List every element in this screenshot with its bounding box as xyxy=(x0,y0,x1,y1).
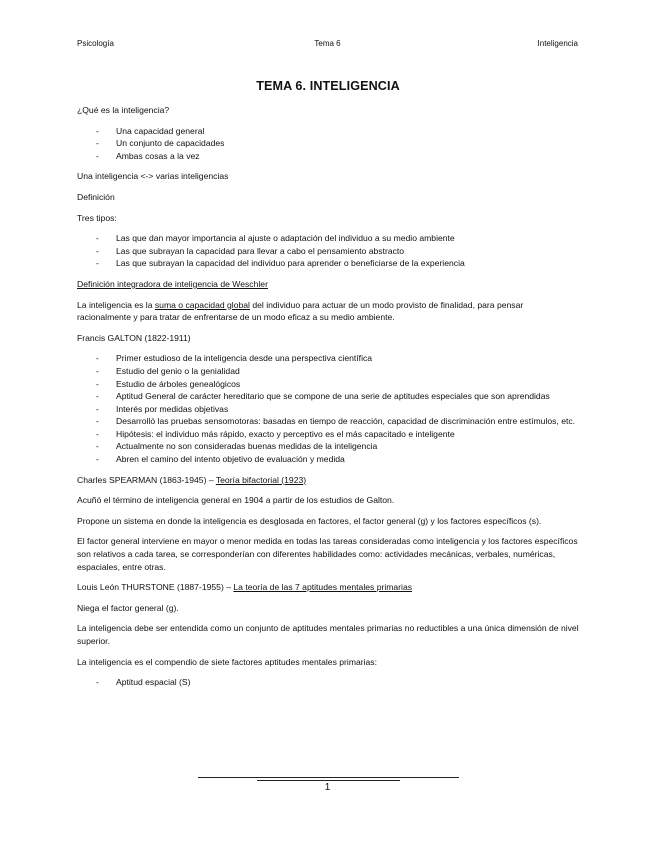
capacity-list xyxy=(77,125,579,163)
thurstone-heading xyxy=(77,581,579,594)
document-title: TEMA 6. INTELIGENCIA xyxy=(256,79,400,93)
list-item: - Aptitud espacial (S) xyxy=(77,676,579,689)
list-item: - Las que subrayan la capacidad del individuo para aprender o beneficiarse de la experiencia xyxy=(77,257,579,270)
spearman-paragraph: Acuñó el término de inteligencia general en 1904 a partir de los estudios de Galton. xyxy=(77,495,395,506)
wechsler-underlined-term: suma o capacidad global xyxy=(154,299,250,310)
list-item: - Primer estudioso de la inteligencia desde una perspectiva científica xyxy=(77,352,579,365)
list-item: - Estudio de árboles genealógicos xyxy=(77,378,579,391)
thurstone-theory: La teoría de las 7 aptitudes mentales primarias xyxy=(233,582,413,593)
spearman-name: Charles SPEARMAN (1863-1945) – xyxy=(77,474,216,485)
list-item: - Un conjunto de capacidades xyxy=(77,137,579,150)
header-topic: Tema 6 xyxy=(314,39,341,48)
thurstone-name: Louis León THURSTONE (1887-1955) – xyxy=(77,582,234,593)
thurstone-paragraph: Niega el factor general (g). xyxy=(77,602,179,613)
list-item: - Una capacidad general xyxy=(77,125,579,138)
wechsler-heading: Definición integradora de inteligencia de Weschler xyxy=(77,278,268,289)
footer-divider-inner xyxy=(257,780,400,781)
list-item: - Ambas cosas a la vez xyxy=(77,150,579,163)
wechsler-text-end: del individuo para actuar de un modo provisto de finalidad, para pensar racionalmente y para tratar de enfrentarse de un modo eficaz a su medio ambiente. xyxy=(77,299,524,323)
list-item: - Estudio del genio o la genialidad xyxy=(77,365,579,378)
list-item: - Las que subrayan la capacidad para llevar a cabo el pensamiento abstracto xyxy=(77,245,579,258)
definition-heading: Definición xyxy=(77,191,115,202)
spearman-paragraph: El factor general interviene en mayor o menor medida en todas las tareas consideradas como inteligencia y los factores específicos son relativos a cada tarea, se corresponderían con diferentes habilidades como: actividades mecánicas, verbales, numéricas, espaciales, entre otras. xyxy=(77,536,578,572)
galton-list xyxy=(77,352,579,465)
spearman-theory: Teoría bifactorial (1923) xyxy=(215,474,307,485)
three-types-heading: Tres tipos: xyxy=(77,212,117,223)
list-item: - Aptitud General de carácter hereditario que se compone de una serie de aptitudes especiales que son aprendidas xyxy=(77,390,579,403)
list-item: - Abren el camino del intento objetivo de evaluación y medida xyxy=(77,453,579,466)
list-item: - Interés por medidas objetivas xyxy=(77,403,579,416)
question-heading: ¿Qué es la inteligencia? xyxy=(77,105,170,115)
wechsler-text-start: La inteligencia es la xyxy=(77,299,155,310)
aptitudes-list xyxy=(77,676,579,689)
galton-heading: Francis GALTON (1822-1911) xyxy=(77,332,191,343)
list-item: - Desarrolló las pruebas sensomotoras: basadas en tiempo de reacción, capacidad de discriminación entre estímulos, etc. xyxy=(77,415,579,428)
thurstone-paragraph: La inteligencia debe ser entendida como un conjunto de aptitudes mentales primarias no reductibles a una única dimensión de nivel superior. xyxy=(77,623,579,646)
types-list xyxy=(77,232,579,270)
header-chapter: Inteligencia xyxy=(537,39,578,48)
spearman-heading xyxy=(77,474,579,487)
list-item: - Hipótesis: el individuo más rápido, exacto y perceptivo es el más capacitado e inteligente xyxy=(77,428,579,441)
page-number: 1 xyxy=(324,782,331,793)
footer-divider xyxy=(198,777,459,778)
one-vs-many-line: Una inteligencia <-> varias inteligencias xyxy=(77,171,229,182)
list-item: - Las que dan mayor importancia al ajuste o adaptación del individuo a su medio ambiente xyxy=(77,232,579,245)
header-subject: Psicología xyxy=(77,39,114,48)
page-header xyxy=(77,39,578,51)
document-body xyxy=(77,78,579,697)
wechsler-definition xyxy=(77,299,579,324)
thurstone-paragraph: La inteligencia es el compendio de siete factores aptitudes mentales primarias: xyxy=(77,656,377,667)
spearman-paragraph: Propone un sistema en donde la inteligencia es desglosada en factores, el factor general (g) y los factores específicos (s). xyxy=(77,515,542,526)
list-item: - Actualmente no son consideradas buenas medidas de la inteligencia xyxy=(77,440,579,453)
